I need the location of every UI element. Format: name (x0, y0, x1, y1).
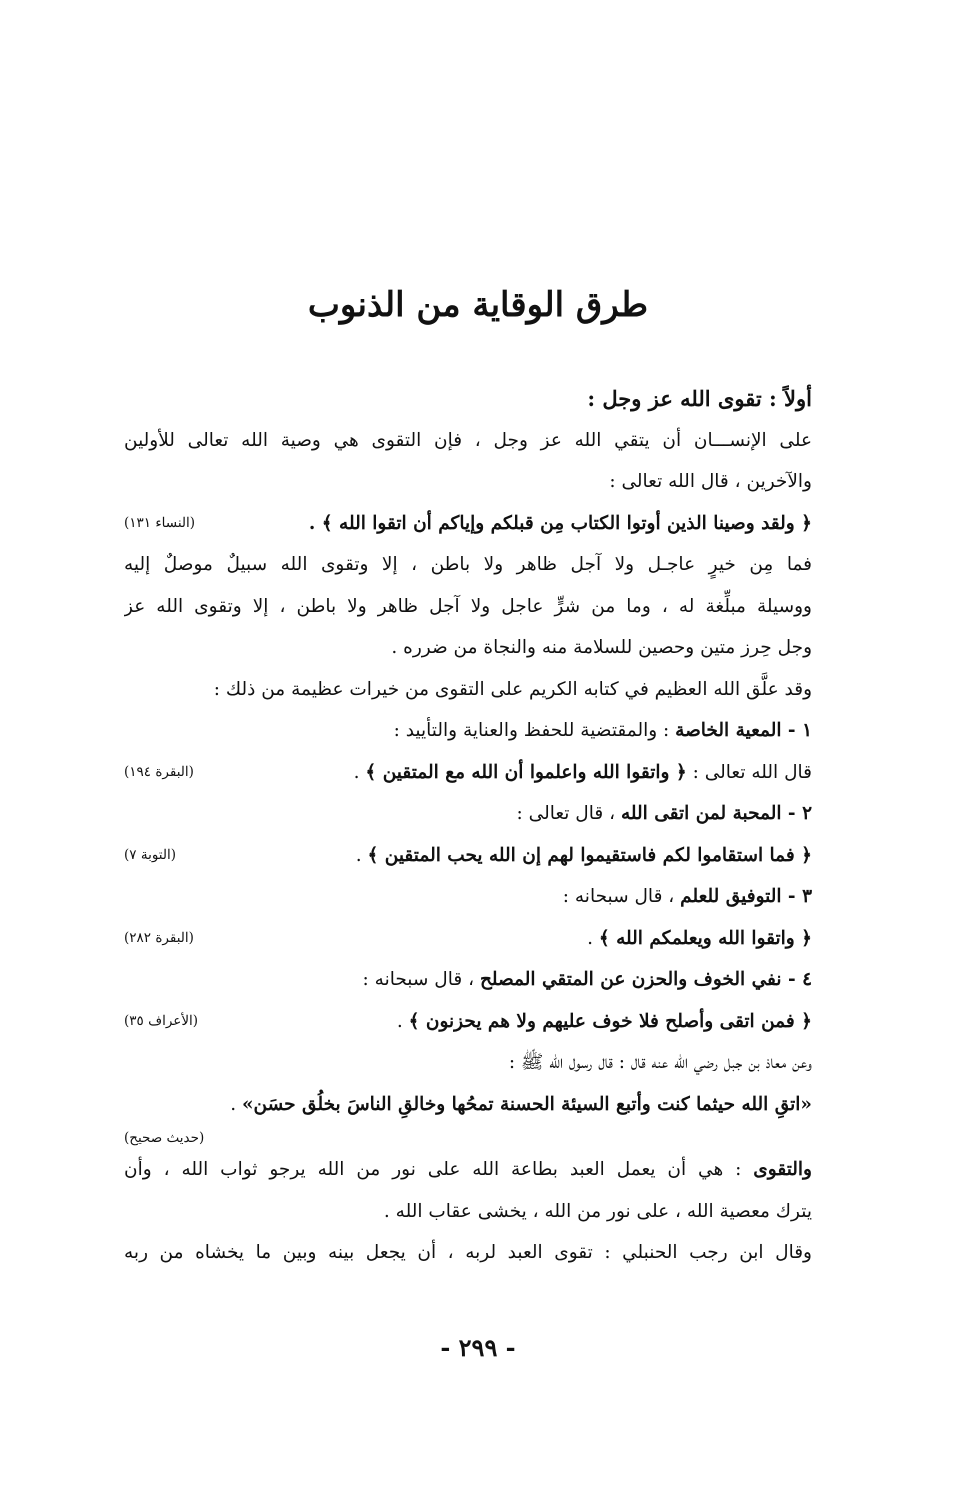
verse-reference: (النساء ١٣١) (124, 514, 196, 531)
list-item-title: ١ - المعية الخاصة (675, 720, 812, 741)
verse-end: . (353, 761, 366, 783)
paragraph-line: وقال ابن رجب الحنبلي : تقوى العبد لربه ، أن يجعل بينه وبين ما يخشاه من ربه (124, 1242, 812, 1263)
list-item-text: ، قال سبحانه : (362, 969, 480, 990)
page-number: - ٢٩٩ - (440, 1333, 516, 1362)
verse-intro: قال الله تعالى : (686, 761, 812, 783)
list-item-title: ٢ - المحبة لمن اتقى الله (620, 803, 812, 824)
list-item-title: ٣ - التوفيق للعلم (680, 886, 812, 907)
verse-text: ﴿ فمن اتقى وأصلح فلا خوف عليهم ولا هم يحزنون ﴾ (408, 1010, 812, 1032)
paragraph-line: وعن معاذ بن جبل رضي الله عنه قال : قال رسول الله ﷺ : (508, 1052, 812, 1073)
definition-label: والتقوى (753, 1159, 812, 1180)
list-item-text: ، قال تعالى : (516, 803, 621, 824)
verse-end: . (396, 1010, 409, 1032)
hadith-end: . (230, 1093, 242, 1115)
verse-reference: (التوبة ٧) (124, 846, 177, 863)
verse-end: . (587, 927, 599, 949)
hadith-line (124, 1084, 812, 1126)
verse-reference: (الأعراف ٣٥) (124, 1012, 199, 1029)
hadith-reference-line (124, 1125, 812, 1149)
paragraph-line: على الإنســـان أن يتقي الله عز وجل ، فإن التقوى هي وصية الله تعالى للأولين (124, 429, 812, 451)
verse-reference: (البقرة ١٩٤) (124, 763, 194, 780)
paragraph-line: يترك معصية الله ، على نور من الله ، يخشى عقاب الله . (383, 1200, 812, 1222)
paragraph-line: والآخرين ، قال الله تعالى : (609, 471, 812, 492)
list-item-text: ، قال سبحانه : (562, 886, 681, 907)
paragraph-line: فما مِن خيرٍ عاجـل ولا آجل ظاهر ولا باطن ، إلا وتقوى الله سبيلٌ موصلٌ إليه (124, 554, 812, 575)
hadith-text: «اتقِ الله حيثما كنت وأتبع السيئة الحسنة تمحُها وخالقِ الناسَ بخلُق حسَن» (241, 1093, 812, 1115)
list-item-text: : والمقتضية للحفظ والعناية والتأييد : (393, 720, 676, 741)
list-item-heading (124, 876, 812, 918)
verse-line (124, 835, 812, 877)
verse-line (124, 752, 812, 794)
paragraph-line: وقد علَّق الله العظيم في كتابه الكريم على التقوى من خيرات عظيمة من ذلك : (213, 678, 812, 700)
hadith-reference: (حديث صحيح) (124, 1130, 205, 1146)
paragraph-line: ووسيلة مبلِّغة له ، وما من شرٍّ عاجل ولا آجل ظاهر ولا باطن ، إلا وتقوى الله عز (124, 595, 812, 617)
definition-line (124, 1149, 812, 1191)
section-heading: أولاً : تقوى الله عز وجل : (587, 386, 812, 411)
page-body (124, 378, 812, 1274)
verse-text: ﴿ واتقوا الله واعلموا أن الله مع المتقين ﴾ (365, 761, 687, 783)
verse-line (124, 918, 812, 960)
verse-text: ﴿ ولقد وصينا الذين أوتوا الكتاب مِن قبلكم وإياكم أن اتقوا الله ﴾ . (308, 512, 812, 534)
list-item-heading (124, 793, 812, 835)
paragraph-line: وجل حِرز متين وحصين للسلامة منه والنجاة من ضرره . (391, 637, 812, 658)
page-title: طرق الوقاية من الذنوب (307, 285, 649, 325)
verse-text: ﴿ واتقوا الله ويعلمكم الله ﴾ (598, 927, 812, 949)
verse-end: . (355, 844, 368, 866)
verse-line (124, 503, 812, 545)
verse-line (124, 1001, 812, 1043)
verse-text: ﴿ فما استقاموا لكم فاستقيموا لهم إن الله يحب المتقين ﴾ (367, 844, 812, 866)
list-item-title: ٤ - نفي الخوف والحزن عن المتقي المصلح (479, 969, 812, 990)
list-item-heading (124, 959, 812, 1001)
definition-text: : هي أن يعمل العبد بطاعة الله على نور من الله يرجو ثواب الله ، وأن (124, 1159, 754, 1180)
verse-reference: (البقرة ٢٨٢) (124, 929, 194, 946)
list-item-heading (124, 710, 812, 752)
